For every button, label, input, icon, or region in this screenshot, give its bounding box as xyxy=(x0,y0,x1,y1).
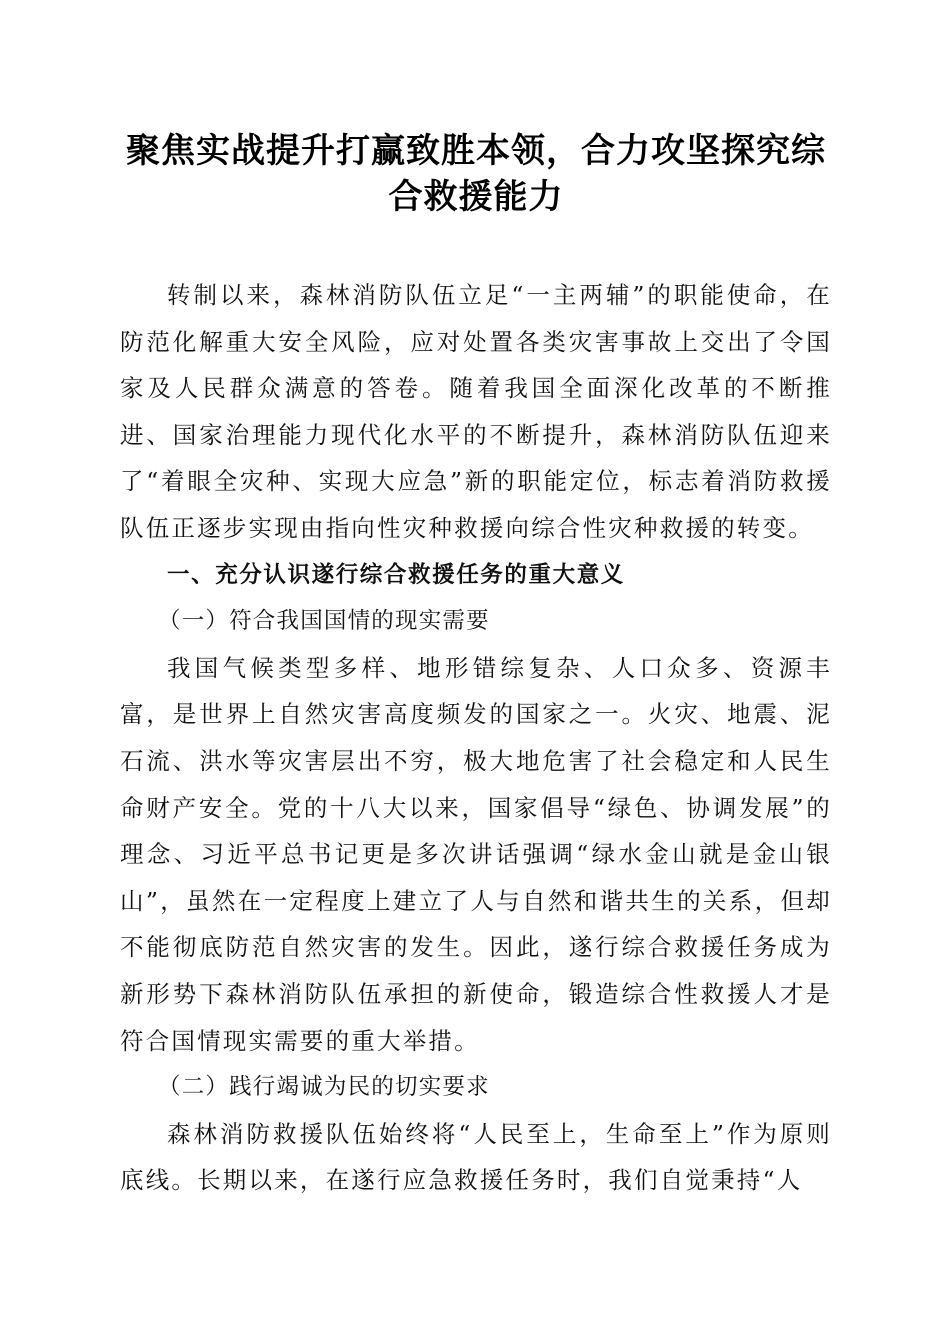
paragraph-1: 我国气候类型多样、地形错综复杂、人口众多、资源丰富，是世界上自然灾害高度频发的国家之一。火灾、地震、泥石流、洪水等灾害层出不穷，极大地危害了社会稳定和人民生命财产安全。党的十八大以来，国家倡导“绿色、协调发展”的理念、习近平总书记更是多次讲话强调“绿水金山就是金山银山”，虽然在一定程度上建立了人与自然和谐共生的关系，但却不能彻底防范自然灾害的发生。因此，遂行综合救援任务成为新形势下森林消防队伍承担的新使命，锻造综合性救援人才是符合国情现实需要的重大举措。 xyxy=(120,653,832,1055)
title-line-1: 聚焦实战提升打赢致胜本领，合力攻坚探究综 xyxy=(126,131,826,171)
subsection-heading-2: （二）践行竭诚为民的切实要求 xyxy=(158,1074,490,1101)
document-body xyxy=(120,272,832,1204)
document-title xyxy=(120,128,832,220)
paragraph-2: 森林消防救援队伍始终将“人民至上，生命至上”作为原则底线。长期以来，在遂行应急救援任务时，我们自觉秉持“人 xyxy=(120,1119,832,1195)
section-heading-1: 一、充分认识遂行综合救援任务的重大意义 xyxy=(167,561,625,588)
title-line-2: 合救援能力 xyxy=(388,177,564,217)
intro-paragraph: 转制以来，森林消防队伍立足“一主两辅”的职能使命，在防范化解重大安全风险，应对处置各类灾害事故上交出了令国家及人民群众满意的答卷。随着我国全面深化改革的不断推进、国家治理能力现代化水平的不断提升，森林消防队伍迎来了“着眼全灾种、实现大应急”新的职能定位，标志着消防救援队伍正逐步实现由指向性灾种救援向综合性灾种救援的转变。 xyxy=(120,281,832,542)
subsection-heading-1: （一）符合我国国情的现实需要 xyxy=(158,608,490,635)
